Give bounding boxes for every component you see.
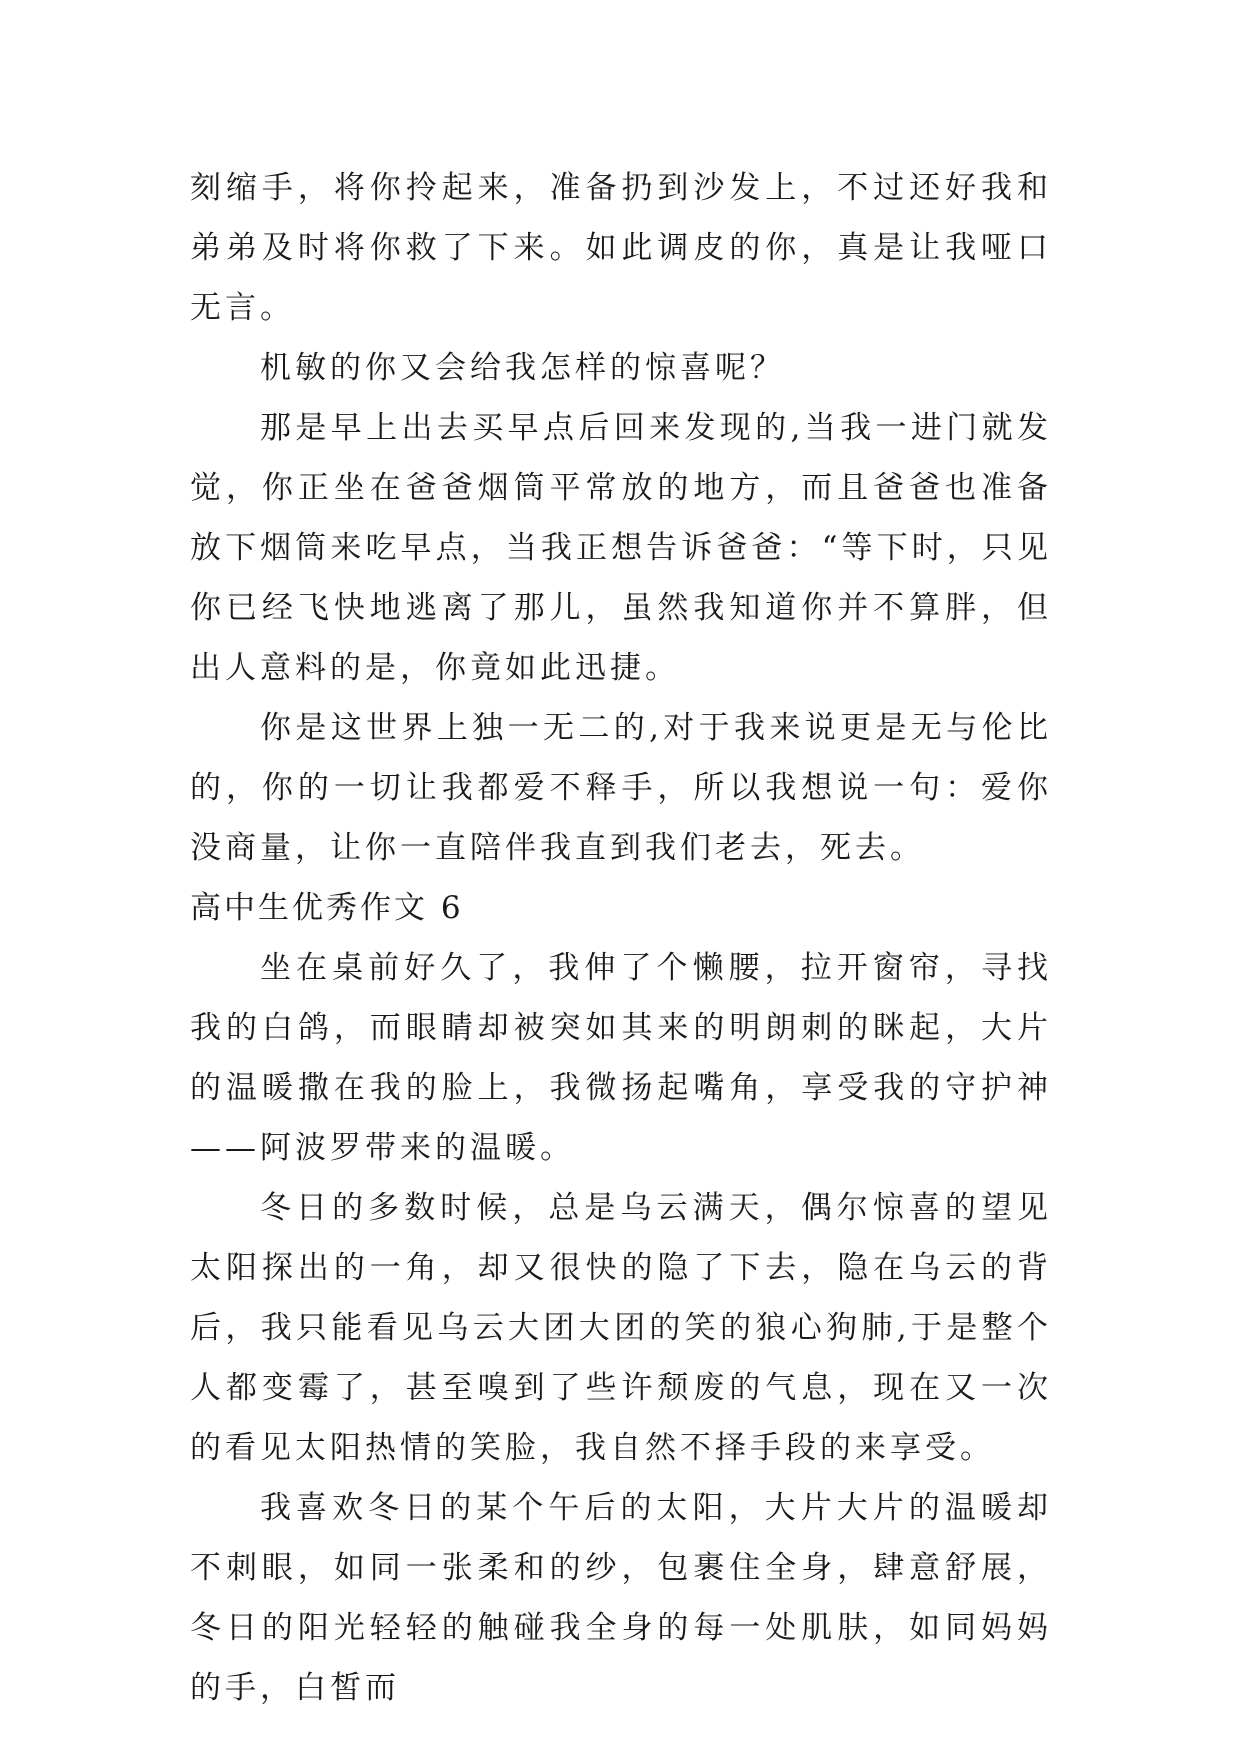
document-body [190, 158, 1052, 1718]
paragraph-3: 那是早上出去买早点后回来发现的,当我一进门就发觉，你正坐在爸爸烟筒平常放的地方，而且爸爸也准备放下烟筒来吃早点，当我正想告诉爸爸：“等下时，只见你已经飞快地逃离了那儿，虽然我知道你并不算胖，但出人意料的是，你竟如此迅捷。 [190, 410, 1052, 686]
section-heading: 高中生优秀作文 6 [190, 890, 464, 926]
paragraph-1: 刻缩手，将你拎起来，准备扔到沙发上，不过还好我和弟弟及时将你救了下来。如此调皮的你，真是让我哑口无言。 [190, 170, 1052, 326]
section-paragraph-1: 坐在桌前好久了，我伸了个懒腰，拉开窗帘，寻找我的白鸽，而眼睛却被突如其来的明朗刺的眯起，大片的温暖撒在我的脸上，我微扬起嘴角，享受我的守护神——阿波罗带来的温暖。 [190, 950, 1052, 1166]
paragraph-4: 你是这世界上独一无二的,对于我来说更是无与伦比的，你的一切让我都爱不释手，所以我想说一句：爱你没商量，让你一直陪伴我直到我们老去，死去。 [190, 710, 1052, 866]
section-paragraph-2: 冬日的多数时候，总是乌云满天，偶尔惊喜的望见太阳探出的一角，却又很快的隐了下去，隐在乌云的背后，我只能看见乌云大团大团的笑的狼心狗肺,于是整个人都变霉了，甚至嗅到了些许颓废的气息，现在又一次的看见太阳热情的笑脸，我自然不择手段的来享受。 [190, 1190, 1052, 1466]
paragraph-2: 机敏的你又会给我怎样的惊喜呢？ [260, 350, 785, 386]
section-paragraph-3: 我喜欢冬日的某个午后的太阳，大片大片的温暖却不刺眼，如同一张柔和的纱，包裹住全身，肆意舒展，冬日的阳光轻轻的触碰我全身的每一处肌肤，如同妈妈的手，白皙而 [190, 1490, 1052, 1706]
